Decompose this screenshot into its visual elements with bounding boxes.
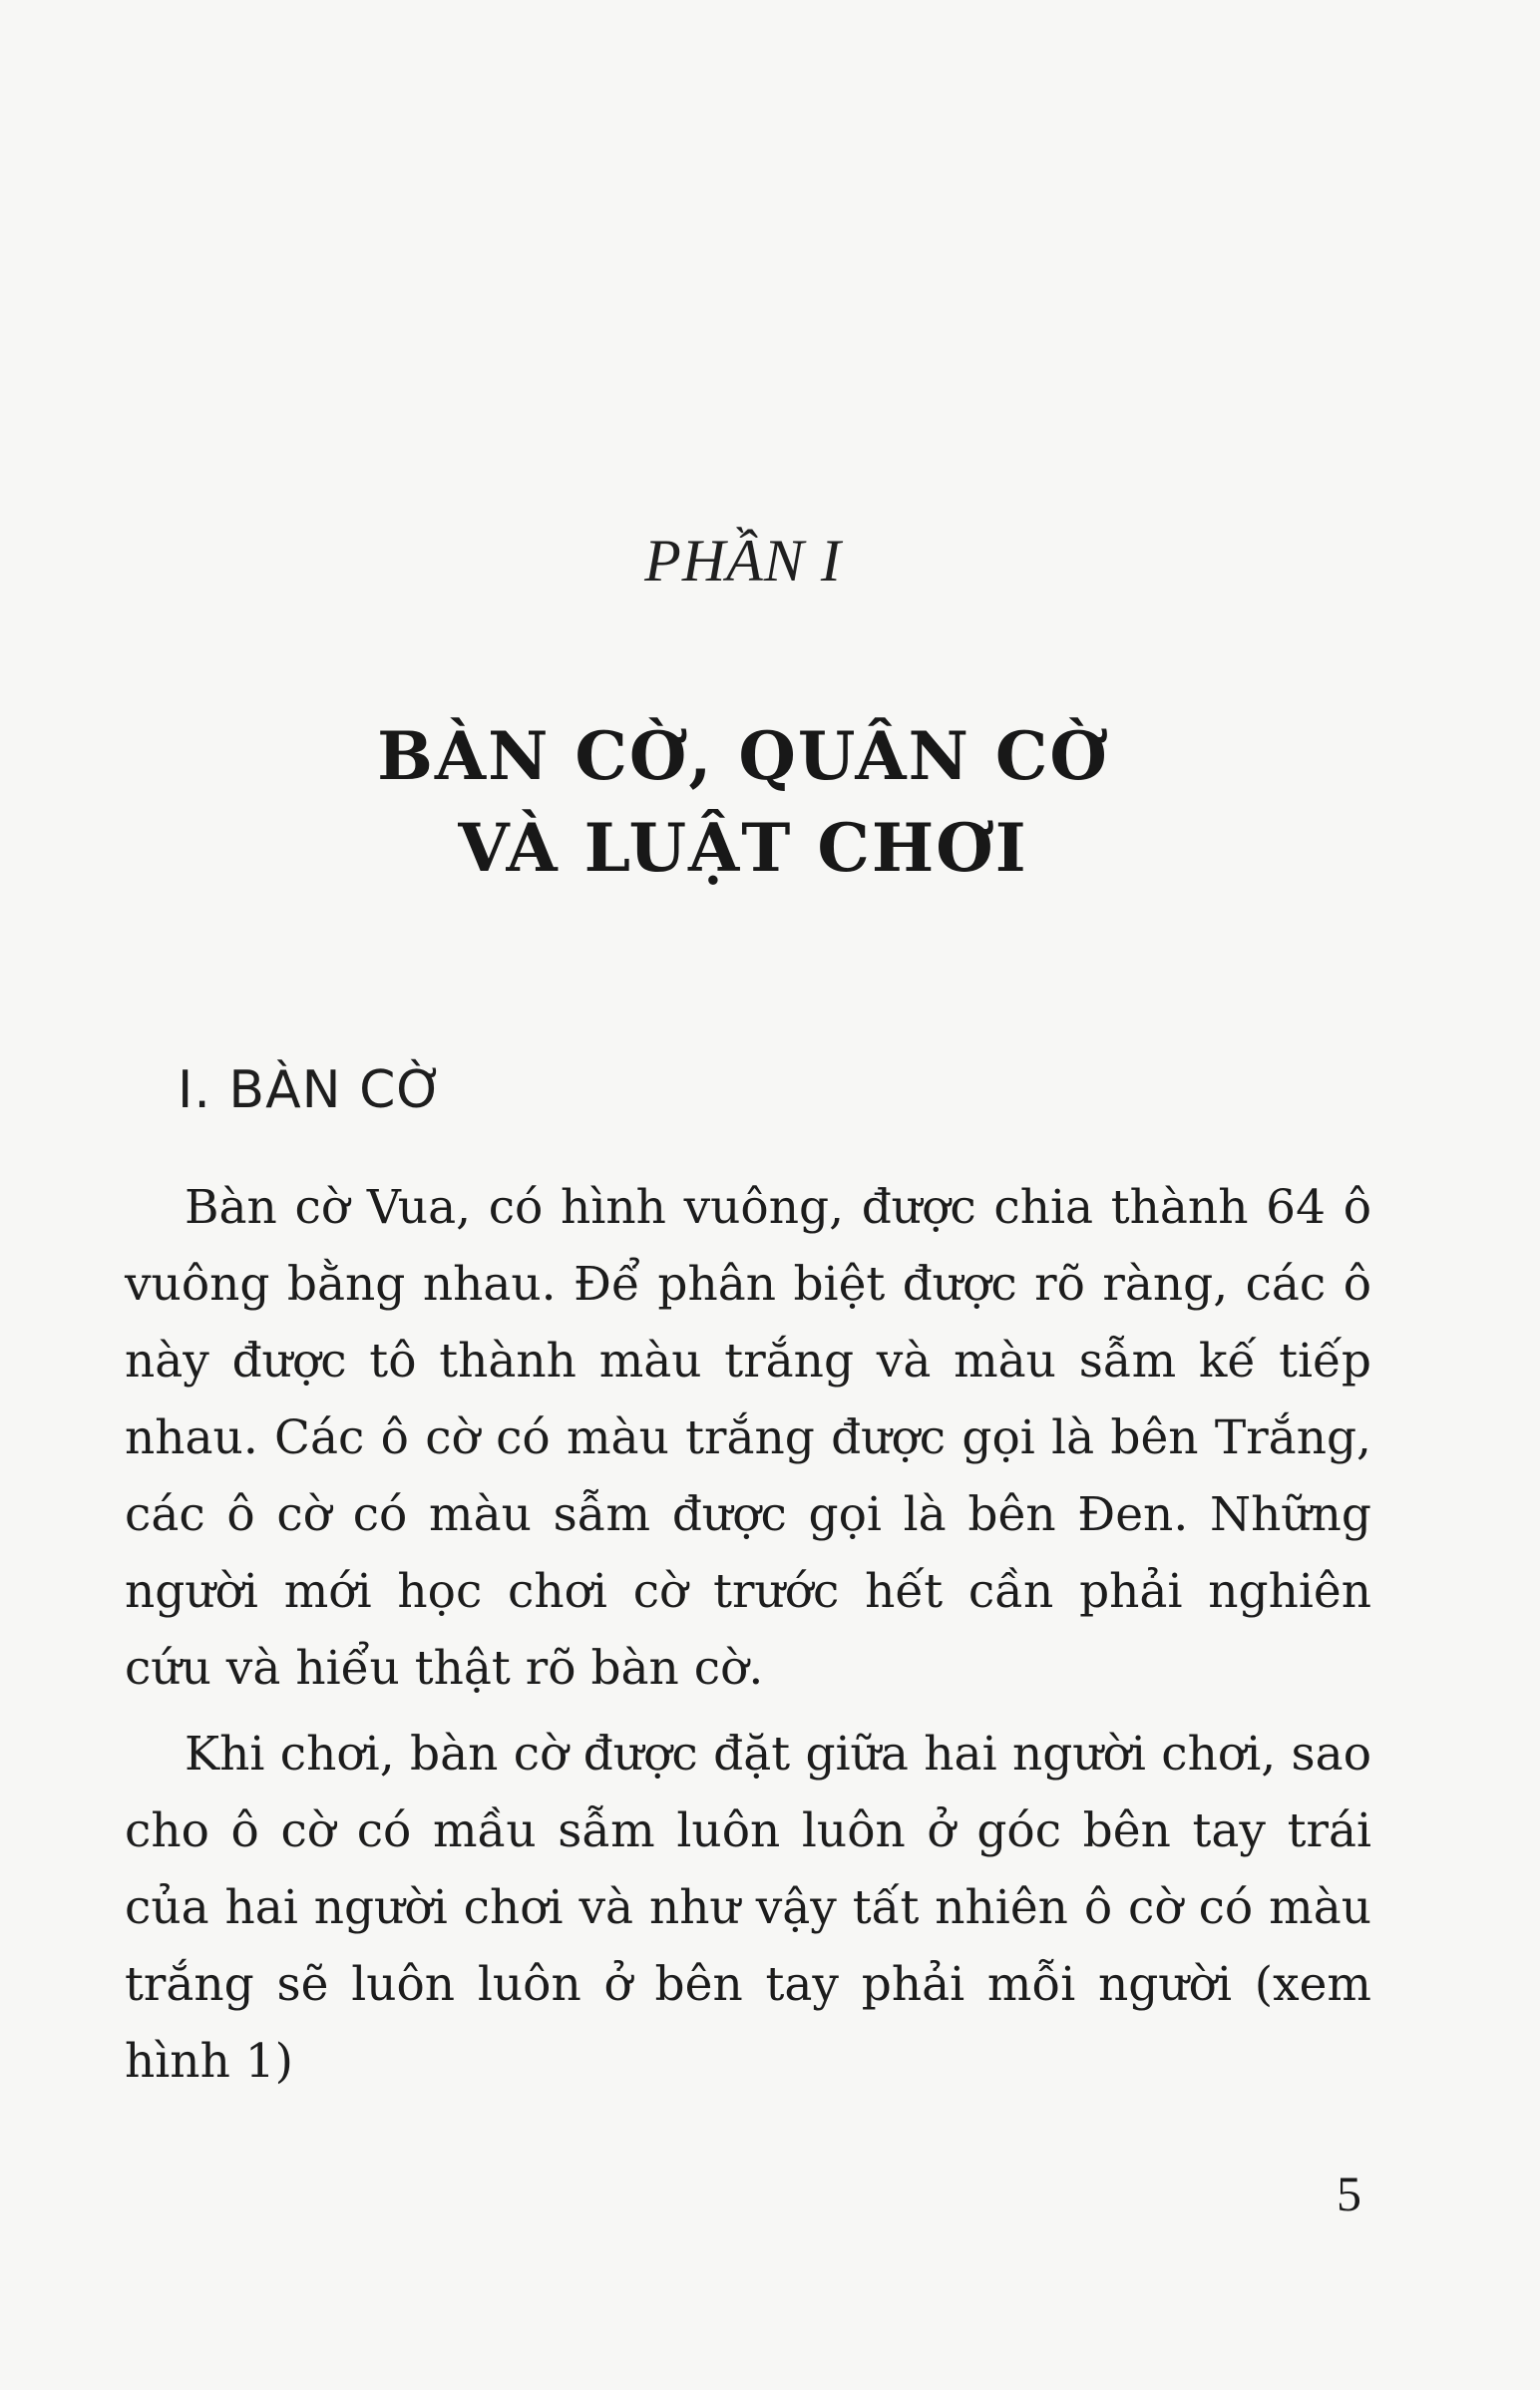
chapter-title (0, 710, 1486, 894)
chapter-title-line-1: BÀN CỜ, QUÂN CỜ (377, 717, 1109, 795)
page-number: 5 (1337, 2166, 1361, 2221)
chapter-title-line-2: VÀ LUẬT CHƠI (458, 809, 1028, 887)
section-heading: I. BÀN CỜ (178, 1060, 445, 1120)
part-label: PHẦN I (644, 528, 842, 594)
body-paragraph-2: Khi chơi, bàn cờ được đặt giữa hai người chơi, sao cho ô cờ có mầu sẫm luôn luôn ở góc bên tay trái của hai người chơi và như vậy tất nhiên ô cờ có màu trắng sẽ luôn luôn ở bên tay phải mỗi người (xem hình 1) (125, 1727, 1371, 2089)
body-paragraph-1: Bàn cờ Vua, có hình vuông, được chia thành 64 ô vuông bằng nhau. Để phân biệt được rõ ràng, các ô này được tô thành màu trắng và màu sẫm kế tiếp nhau. Các ô cờ có màu trắng được gọi là bên Trắng, các ô cờ có màu sẫm được gọi là bên Đen. Những người mới học chơi cờ trước hết cần phải nghiên cứu và hiểu thật rõ bàn cờ. (125, 1180, 1371, 1696)
